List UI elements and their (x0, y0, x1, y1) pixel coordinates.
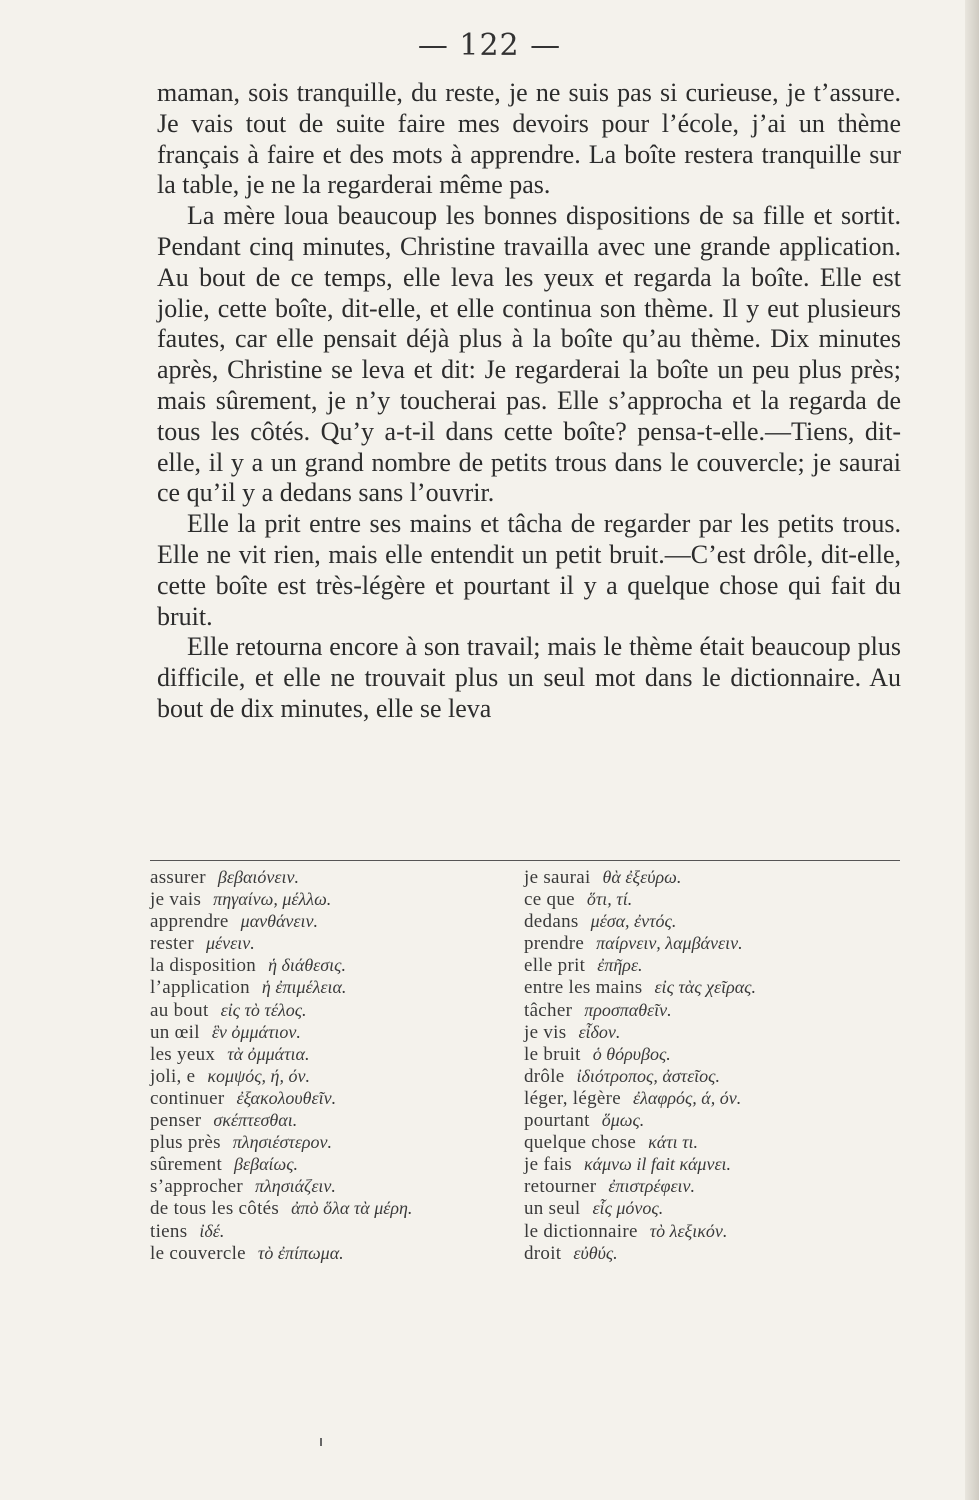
vocab-french: entre les mains (524, 977, 643, 999)
vocab-entry (524, 1021, 904, 1043)
vocab-greek: τὸ ἐπίπωμα. (257, 1242, 344, 1263)
vocab-french: s’approcher (150, 1176, 243, 1198)
vocab-greek: κάτι τι. (648, 1132, 699, 1153)
vocab-entry (524, 1175, 904, 1197)
vocab-french: le dictionnaire (524, 1220, 638, 1242)
vocab-entry (524, 1065, 904, 1087)
vocab-greek: εἰς τὸ τέλος. (220, 999, 307, 1020)
vocab-greek: εἰς τὰς χεῖρας. (654, 977, 756, 998)
vocab-entry (150, 932, 520, 954)
vocab-greek: μέσα, ἐντός. (590, 911, 677, 932)
vocab-entry (150, 1065, 520, 1087)
vocab-french: penser (150, 1110, 202, 1132)
vocab-entry (150, 1043, 520, 1065)
vocab-greek: εὐθύς. (573, 1242, 618, 1263)
vocab-entry (150, 1242, 520, 1264)
vocab-french: sûrement (150, 1154, 223, 1176)
vocab-french: je fais (524, 1154, 572, 1176)
vocab-greek: ἐπιστρέφειν. (608, 1176, 696, 1197)
vocab-greek: προσπαθεῖν. (584, 999, 672, 1020)
vocab-entry (524, 888, 904, 910)
vocab-french: je vais (150, 889, 202, 911)
vocab-greek: κομψός, ή, όν. (207, 1065, 310, 1086)
vocab-greek: ἰδιότροπος, ἀστεῖος. (576, 1065, 720, 1086)
vocab-greek: βεβαιόνειν. (217, 867, 299, 887)
vocab-entry (150, 1087, 520, 1109)
vocab-entry (524, 910, 904, 932)
vocab-entry (524, 954, 904, 976)
vocab-greek: εἷς μόνος. (592, 1198, 664, 1219)
vocab-french: dedans (524, 911, 579, 933)
page-edge (965, 0, 979, 1500)
vocab-french: je saurai (524, 867, 591, 888)
vocab-greek: ἐξακολουθεῖν. (236, 1087, 337, 1108)
vocab-entry (524, 1153, 904, 1175)
vocab-greek: ἐλαφρός, ά, όν. (633, 1087, 742, 1108)
vocab-french: léger, légère (524, 1087, 622, 1109)
vocab-entry (150, 1131, 520, 1153)
vocab-greek: ὅτι, τί. (586, 889, 633, 910)
vocab-french: la disposition (150, 955, 257, 977)
paragraph: Elle la prit entre ses mains et tâcha de regarder par les petits trous. Elle ne vit rien, mais elle entendit un petit bruit.—C’est drôle, dit-elle, cette boîte est très-légère et pourtant il y a quelque chose qui fait du bruit. (157, 509, 901, 631)
vocab-french: le bruit (524, 1043, 581, 1065)
vocab-greek: μένειν. (206, 933, 255, 954)
vocab-greek: θὰ ἐξεύρω. (602, 867, 682, 887)
vocab-entry (524, 1197, 904, 1219)
vocab-french: continuer (150, 1087, 225, 1109)
paragraph: Elle retourna encore à son travail; mais le thème était beaucoup plus difficile, et elle ne trouvait plus un seul mot dans le dictionnaire. Au bout de dix minutes, elle se leva (157, 632, 901, 723)
vocab-french: au bout (150, 999, 209, 1021)
vocab-french: l’application (150, 977, 250, 999)
printer-mark (320, 1438, 322, 1446)
page-number: — 122 — (417, 28, 562, 63)
vocab-french: de tous les côtés (150, 1198, 280, 1220)
vocab-entry (150, 866, 520, 888)
vocab-entry (524, 1220, 904, 1242)
vocab-french: tâcher (524, 999, 573, 1021)
vocab-entry (150, 1153, 520, 1175)
vocab-entry (150, 954, 520, 976)
vocab-french: apprendre (150, 911, 229, 933)
vocab-greek: παίρνειν, λαμβάνειν. (596, 933, 743, 954)
vocab-entry (150, 1197, 520, 1219)
vocab-french: les yeux (150, 1043, 216, 1065)
vocab-french: assurer (150, 867, 206, 888)
vocab-french: quelque chose (524, 1132, 637, 1154)
vocab-french: retourner (524, 1176, 597, 1198)
vocab-greek: βεβαίως. (234, 1154, 299, 1175)
vocab-french: drôle (524, 1065, 565, 1087)
vocab-entry (150, 1175, 520, 1197)
vocab-entry (150, 1109, 520, 1131)
vocab-french: le couvercle (150, 1242, 246, 1264)
vocab-entry (524, 999, 904, 1021)
vocab-entry (524, 1043, 904, 1065)
vocab-entry (150, 999, 520, 1021)
vocab-entry (150, 1021, 520, 1043)
vocab-greek: ὁ θόρυβος. (592, 1043, 671, 1064)
paragraph: maman, sois tranquille, du reste, je ne suis pas si curieuse, je t’assure. Je vais tout de suite faire mes devoirs pour l’école, j’ai un thème français à faire et des mots à apprendre. La boîte restera tranquille sur la table, je ne la regarderai même pas. (157, 78, 901, 200)
vocab-french: un œil (150, 1021, 200, 1043)
vocab-french: prendre (524, 933, 585, 955)
vocab-greek: κάμνω il fait κάμνει. (584, 1154, 732, 1175)
vocab-greek: σκέπτεσθαι. (213, 1110, 298, 1131)
vocab-entry (524, 866, 904, 888)
vocab-entry (150, 910, 520, 932)
paragraph: La mère loua beaucoup les bonnes dispositions de sa fille et sortit. Pendant cinq minutes, Christine travailla avec une grande application. Au bout de ce temps, elle leva les yeux et regarda la boîte. Elle est jolie, cette boîte, dit-elle, et elle continua son thème. Il y eut plusieurs fautes, car elle pensait déjà plus à la boîte qu’au thème. Dix minutes après, Christine se leva et dit: Je regarderai la boîte un peu plus près; mais sûrement, je n’y toucherai pas. Elle s’approcha et la regarda de tous les côtés. Qu’y a-t-il dans cette boîte? pensa-t-elle.—Tiens, dit-elle, il y a un grand nombre de petits trous dans le couvercle; je saurai ce qu’il y a dedans sans l’ouvrir. (157, 201, 901, 508)
vocab-entry (524, 1087, 904, 1109)
vocab-entry (524, 1242, 904, 1264)
vocab-french: tiens (150, 1220, 188, 1242)
vocab-french: droit (524, 1242, 562, 1264)
vocab-greek: τὸ λεξικόν. (649, 1220, 728, 1241)
vocab-french: je vis (524, 1021, 567, 1043)
vocab-french: pourtant (524, 1110, 590, 1132)
vocab-greek: εἶδον. (578, 1021, 621, 1042)
vocab-entry (150, 976, 520, 998)
vocab-greek: ἰδέ. (199, 1220, 225, 1241)
vocab-french: rester (150, 933, 194, 955)
vocab-entry (524, 932, 904, 954)
vocab-greek: ἡ ἐπιμέλεια. (261, 977, 347, 998)
vocab-entry (150, 1220, 520, 1242)
vocab-greek: ἐπῆρε. (597, 955, 643, 976)
vocab-french: ce que (524, 889, 575, 911)
vocab-french: elle prit (524, 955, 586, 977)
vocab-french: un seul (524, 1198, 581, 1220)
vocab-greek: ὅμως. (601, 1110, 645, 1131)
vocab-greek: ἓν ὀμμάτιον. (211, 1021, 301, 1042)
vocab-entry (524, 976, 904, 998)
vocab-greek: πλησιέστερον. (232, 1132, 333, 1153)
footnote-divider (150, 860, 900, 861)
vocab-greek: πηγαίνω, μέλλω. (213, 889, 332, 910)
vocab-greek: τὰ ὀμμάτια. (227, 1043, 310, 1064)
vocab-greek: ἡ διάθεσις. (268, 955, 346, 976)
vocabulary-left-column (150, 866, 520, 1264)
vocab-entry (524, 1109, 904, 1131)
vocab-greek: μανθάνειν. (240, 911, 318, 932)
main-text (157, 78, 901, 725)
vocab-entry (150, 888, 520, 910)
vocab-greek: ἀπὸ ὅλα τὰ μέρη. (291, 1198, 413, 1219)
vocab-french: plus près (150, 1132, 221, 1154)
vocab-french: joli, e (150, 1065, 196, 1087)
vocabulary-right-column (524, 866, 904, 1264)
vocab-entry (524, 1131, 904, 1153)
vocab-greek: πλησιάζειν. (254, 1176, 336, 1197)
